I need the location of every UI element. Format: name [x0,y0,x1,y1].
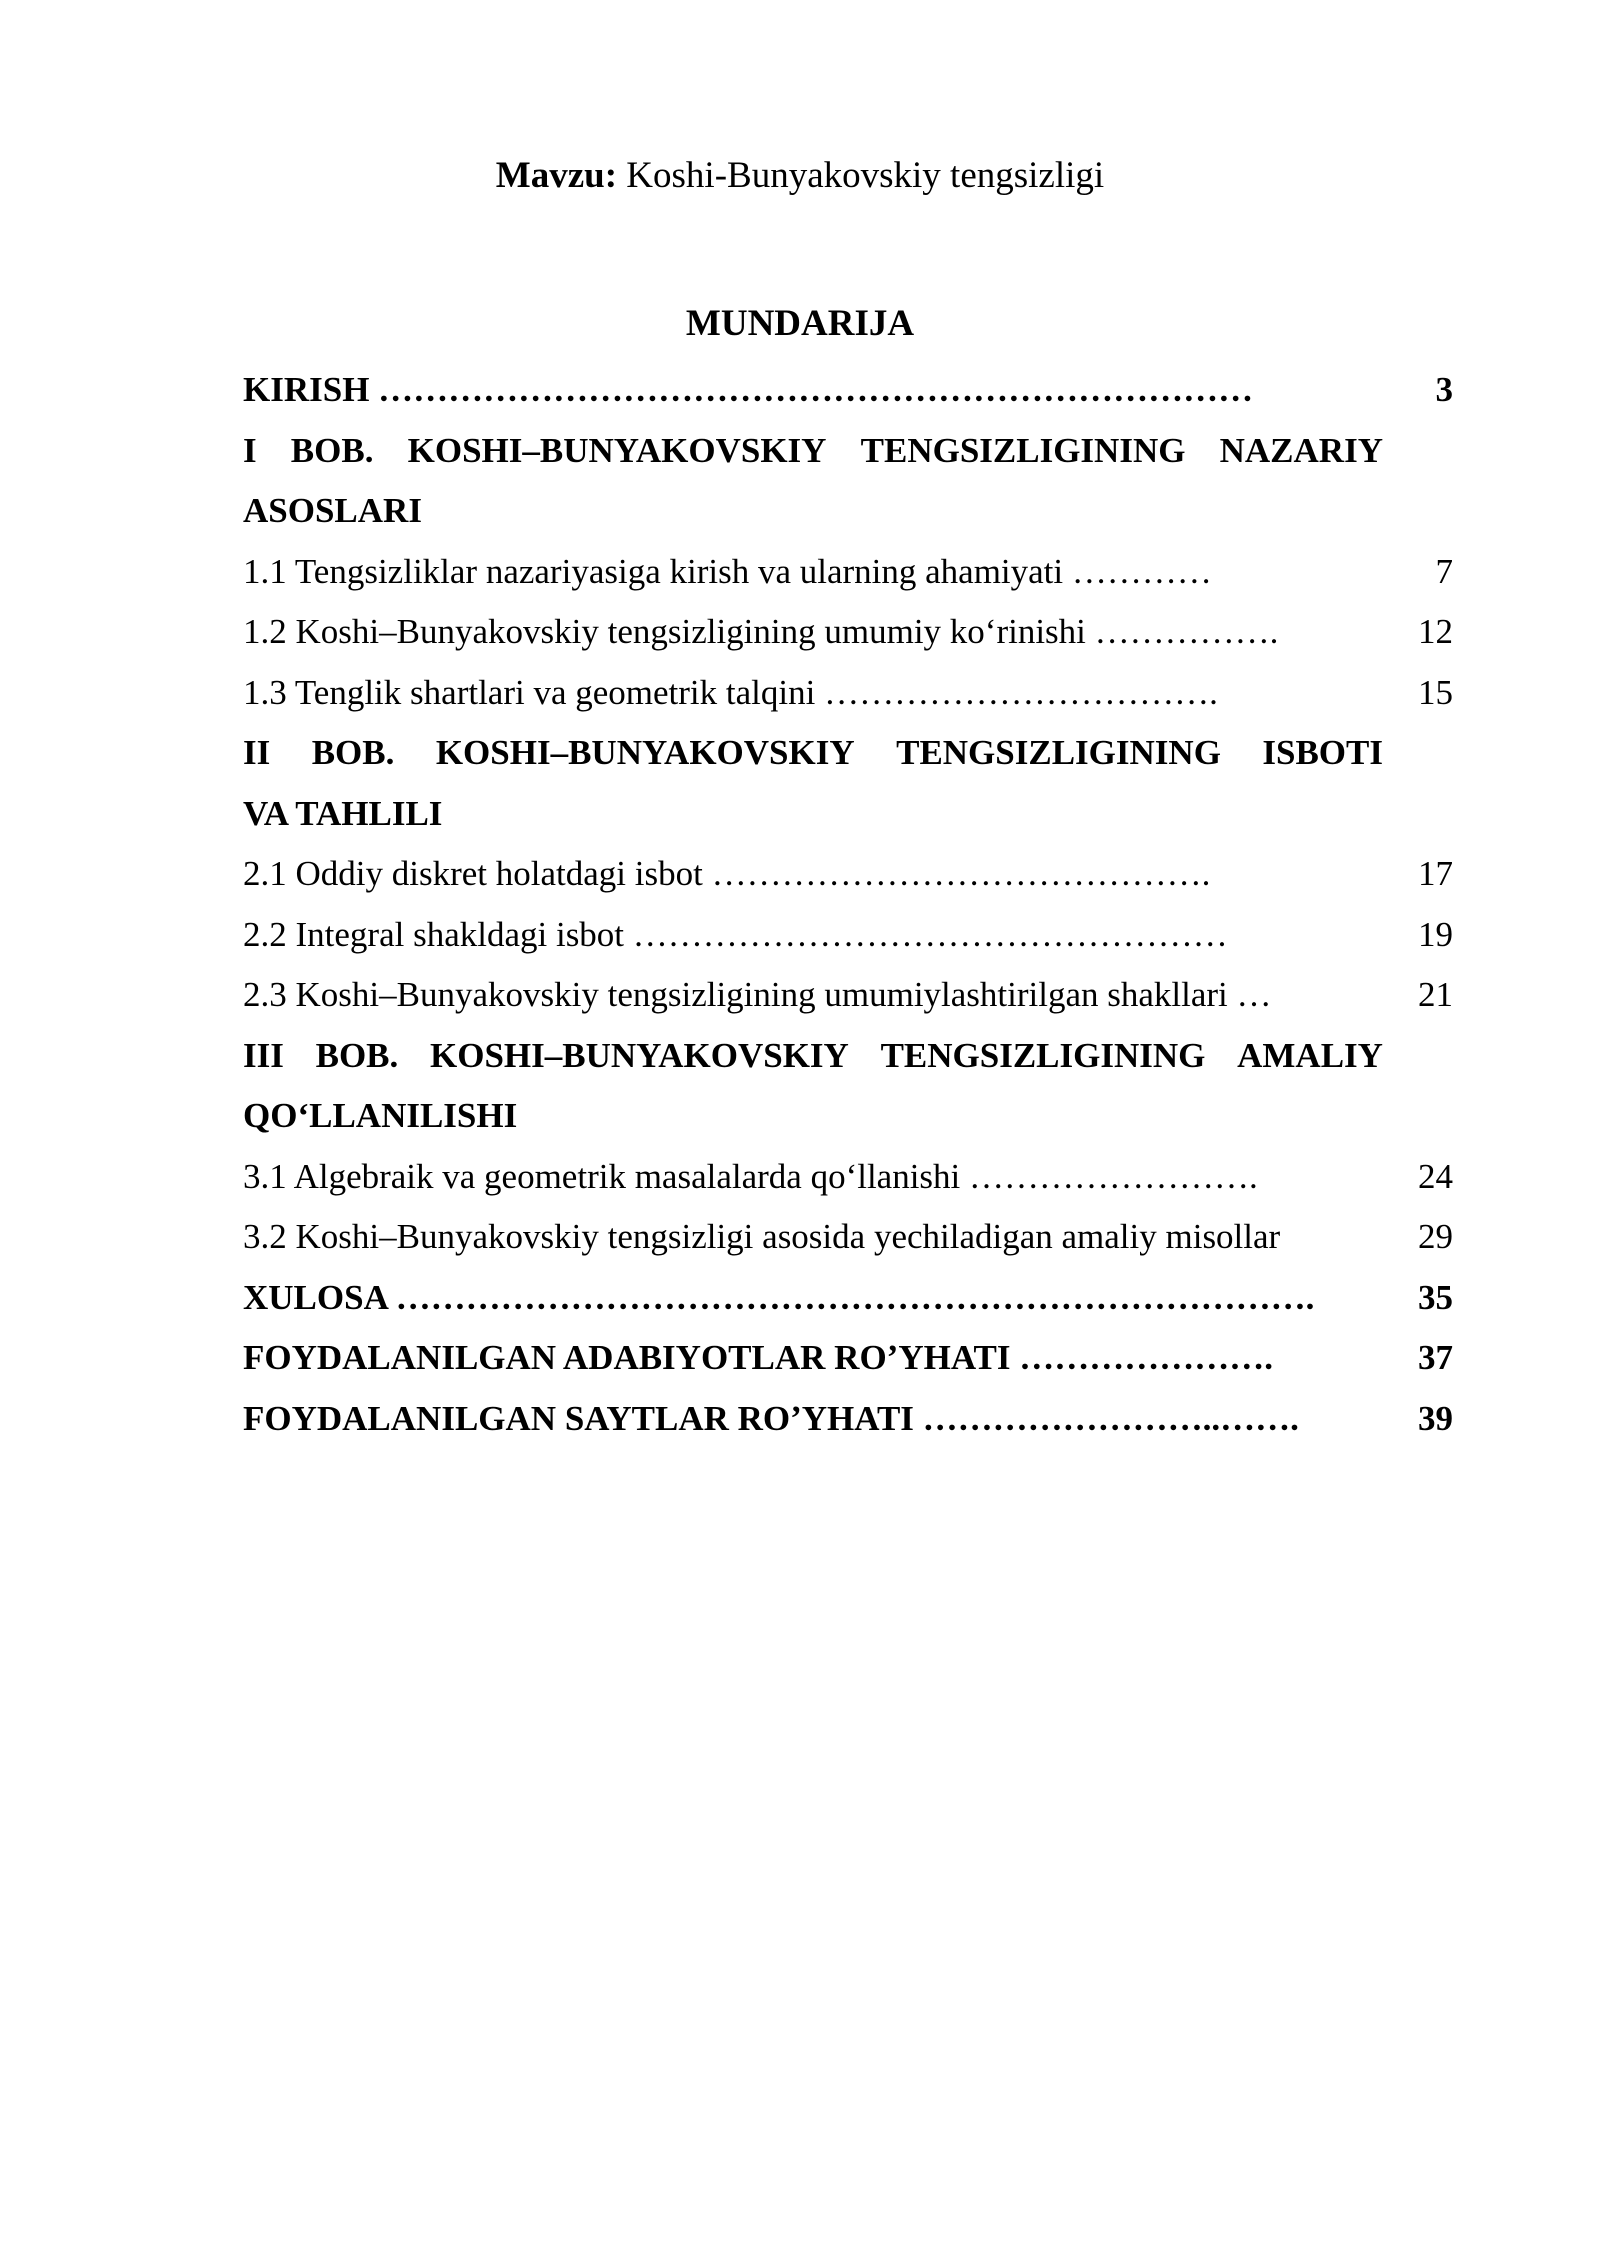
table-of-contents [243,360,1453,1449]
toc-entry-saytlar[interactable] [243,1389,1453,1450]
toc-entry-page: 39 [1418,1398,1453,1438]
toc-entry-title: 2.2 Integral shakldagi isbot …………………………………………… [243,914,1228,954]
topic-text: Koshi-Bunyakovskiy tengsizligi [617,155,1105,196]
toc-entry-page: 21 [1418,975,1453,1014]
toc-chapter-title-line2: ASOSLARI [243,491,422,530]
chapter-word: II [243,733,271,772]
chapter-word: KOSHI–BUNYAKOVSKIY [430,1035,849,1075]
toc-entry-2-1[interactable] [243,844,1453,905]
chapter-word: III [243,1035,284,1075]
toc-entry-page: 15 [1418,672,1453,712]
topic-label: Mavzu: [495,155,618,196]
toc-chapter-2-continuation [243,784,1453,845]
toc-entry-1-1[interactable] [243,542,1453,603]
chapter-word: TENGSIZLIGINING [896,733,1221,772]
chapter-word: TENGSIZLIGINING [860,430,1186,470]
chapter-word: KOSHI–BUNYAKOVSKIY [407,430,827,470]
toc-entry-2-2[interactable] [243,905,1453,966]
toc-entry-title: 3.2 Koshi–Bunyakovskiy tengsizligi asosida yechiladigan amaliy misollar [243,1217,1281,1256]
toc-entry-kirish[interactable] [243,360,1453,421]
toc-entry-page: 12 [1418,612,1453,651]
toc-entry-page: 37 [1418,1338,1453,1377]
toc-chapter-title [243,1026,1383,1087]
toc-entry-3-1[interactable] [243,1147,1453,1208]
chapter-word: AMALIY [1237,1035,1383,1075]
toc-entry-page: 19 [1418,914,1453,954]
toc-entry-page: 24 [1418,1156,1453,1196]
toc-entry-title: 1.1 Tengsizliklar nazariyasiga kirish va ularning ahamiyati ………… [243,551,1212,591]
toc-entry-page: 29 [1418,1217,1453,1256]
toc-entry-page: 7 [1435,551,1453,591]
toc-entry-adabiyotlar[interactable] [243,1328,1453,1389]
toc-entry-page: 35 [1418,1277,1453,1317]
toc-entry-2-3[interactable] [243,965,1453,1026]
chapter-word: BOB. [315,1035,399,1075]
toc-chapter-2[interactable] [243,723,1453,784]
toc-chapter-3[interactable] [243,1026,1453,1087]
chapter-word: BOB. [290,430,374,470]
toc-entry-title: KIRISH ………………………………………………………………… [243,370,1254,409]
toc-heading: MUNDARIJA [685,303,915,344]
chapter-word: KOSHI–BUNYAKOVSKIY [435,733,855,772]
toc-chapter-title-line2: VA TAHLILI [243,793,443,833]
toc-entry-title: 1.2 Koshi–Bunyakovskiy tengsizligining umumiy koʻrinishi ……………. [243,612,1279,651]
toc-chapter-3-continuation [243,1086,1453,1147]
toc-entry-1-3[interactable] [243,663,1453,724]
toc-entry-title: 1.3 Tenglik shartlari va geometrik talqini ……………………………. [243,672,1218,712]
toc-entry-title: XULOSA ……………………………………………………………………. [243,1277,1315,1317]
toc-entry-title: 2.3 Koshi–Bunyakovskiy tengsizligining umumiylashtirilgan shakllari … [243,975,1272,1014]
toc-entry-xulosa[interactable] [243,1268,1453,1329]
toc-entry-page: 17 [1418,854,1453,893]
toc-chapter-1[interactable] [243,421,1453,482]
chapter-word: NAZARIY [1219,430,1383,470]
toc-entry-title: 3.1 Algebraik va geometrik masalalarda qoʻllanishi ……………………. [243,1156,1258,1196]
toc-entry-title: 2.1 Oddiy diskret holatdagi isbot ……………………………………. [243,854,1211,893]
toc-entry-title: FOYDALANILGAN SAYTLAR ROʼYHATI ……………………..……. [243,1398,1299,1438]
toc-entry-3-2[interactable] [243,1207,1453,1268]
chapter-word: TENGSIZLIGINING [880,1035,1206,1075]
toc-chapter-title-line2: QOʻLLANILISHI [243,1096,518,1135]
chapter-word: I [243,430,257,470]
toc-entry-1-2[interactable] [243,602,1453,663]
toc-entry-page: 3 [1435,370,1453,409]
toc-chapter-title [243,421,1383,482]
chapter-word: ISBOTI [1262,733,1383,772]
toc-chapter-1-continuation [243,481,1453,542]
toc-entry-title: FOYDALANILGAN ADABIYOTLAR ROʼYHATI …………………. [243,1338,1273,1377]
topic-line [0,150,1600,202]
chapter-word: BOB. [311,733,395,772]
toc-chapter-title [243,723,1383,784]
